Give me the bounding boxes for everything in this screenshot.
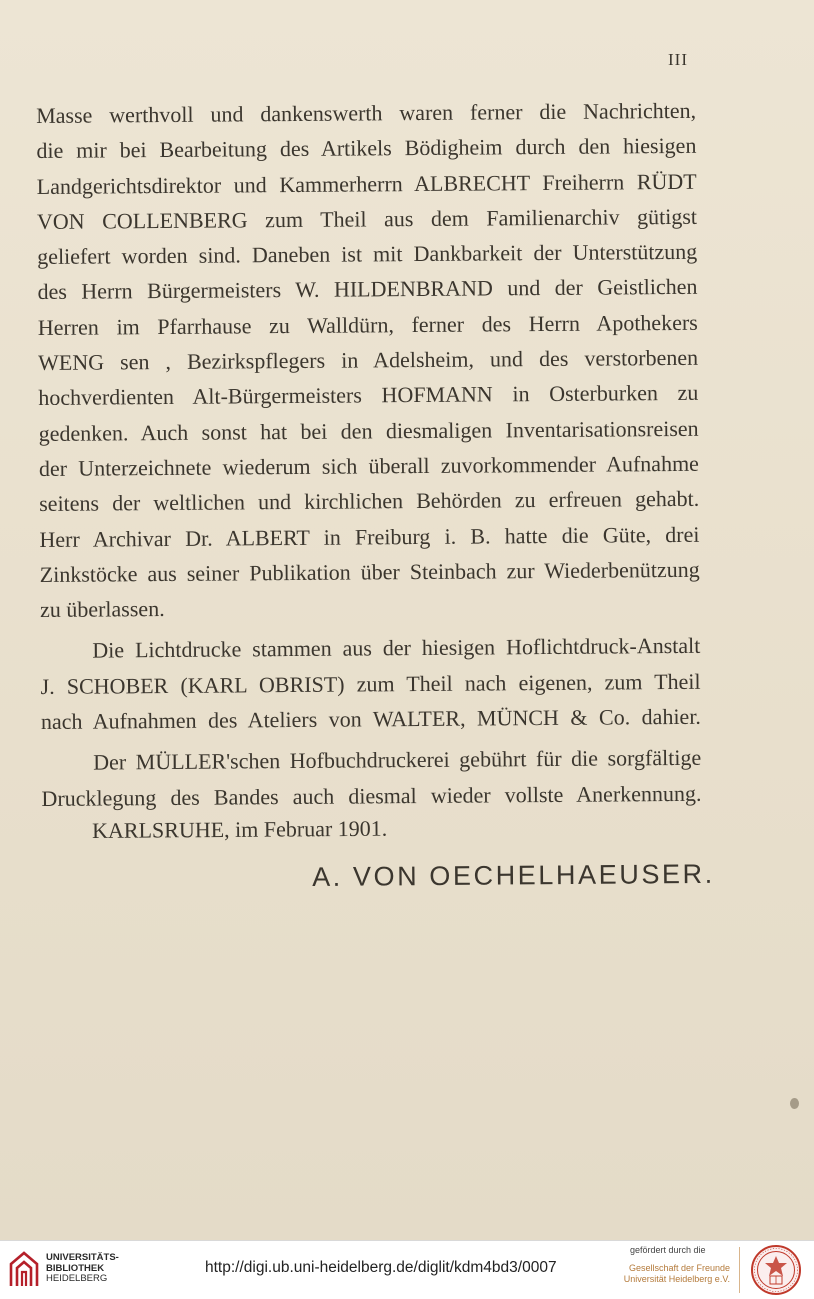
- footer-bar: [0, 1240, 814, 1299]
- text-line: Zinkstöcke aus seiner Publikation über Steinbach zur Wiederbenützung: [39, 556, 700, 587]
- author-signature: A. VON OECHELHAEUSER.: [312, 858, 715, 892]
- text-line: seitens der weltlichen und kirchlichen Behörden zu erfreuen gehabt.: [39, 486, 700, 517]
- text-line: VON COLLENBERG zum Theil aus dem Familienarchiv gütigst: [36, 203, 698, 234]
- text-line: J. SCHOBER (KARL OBRIST) zum Theil nach eigenen, zum Theil: [40, 668, 701, 699]
- text-line: der Unterzeichnete wiederum sich überall zuvorkommender Aufnahme: [38, 450, 699, 481]
- university-seal-icon[interactable]: [750, 1244, 802, 1296]
- permalink-url[interactable]: http://digi.ub.uni-heidelberg.de/diglit/kdm4bd3/0007: [205, 1259, 557, 1276]
- text-line: Drucklegung des Bandes auch diesmal wieder vollste Anerkennung.: [41, 780, 702, 811]
- library-name-line: HEIDELBERG: [46, 1273, 108, 1284]
- text-line: Landgerichtsdirektor und Kammerherrn ALBRECHT Freiherrn RÜDT: [36, 168, 697, 199]
- page-number: III: [668, 50, 688, 69]
- text-line: des Herrn Bürgermeisters W. HILDENBRAND und der Geistlichen: [37, 274, 698, 305]
- place-date: KARLSRUHE, im Februar 1901.: [92, 815, 388, 843]
- library-name-line: UNIVERSITÄTS-: [46, 1252, 119, 1263]
- text-line: Der MÜLLER'schen Hofbuchdruckerei gebührt für die sorgfältige: [93, 745, 702, 775]
- paper-spot: [790, 1098, 799, 1109]
- text-line: die mir bei Bearbeitung des Artikels Bödigheim durch den hiesigen: [36, 133, 697, 164]
- text-line: hochverdienten Alt-Bürgermeisters HOFMANN in Osterburken zu: [38, 380, 699, 411]
- library-name-line: BIBLIOTHEK: [46, 1262, 105, 1274]
- sponsor-name-line: Universität Heidelberg e.V.: [623, 1274, 730, 1284]
- text-line: gedenken. Auch sonst hat bei den diesmaligen Inventarisationsreisen: [38, 415, 699, 446]
- library-logo-icon[interactable]: [8, 1250, 40, 1290]
- text-line: Die Lichtdrucke stammen aus der hiesigen Hoflichtdruck-Anstalt: [92, 633, 701, 664]
- sponsor-label: gefördert durch die: [630, 1245, 706, 1255]
- preface-text: [36, 93, 702, 816]
- sponsor-divider: [739, 1247, 740, 1293]
- text-line: Herr Archivar Dr. ALBERT in Freiburg i. B. hatte die Güte, drei: [39, 521, 700, 552]
- library-name[interactable]: [46, 1253, 119, 1285]
- text-line: Masse werthvoll und dankenswerth waren ferner die Nachrichten,: [36, 97, 697, 128]
- text-line: zu überlassen.: [39, 596, 165, 623]
- text-line: WENG sen , Bezirkspflegers in Adelsheim, und des verstorbenen: [37, 344, 699, 376]
- sponsor-name-line: Gesellschaft der Freunde: [628, 1263, 730, 1273]
- text-line: geliefert worden sind. Daneben ist mit Dankbarkeit der Unterstützung: [37, 238, 698, 270]
- sponsor-name[interactable]: [624, 1263, 730, 1285]
- text-line: Herren im Pfarrhause zu Walldürn, ferner des Herrn Apothekers: [37, 309, 698, 340]
- text-line: nach Aufnahmen des Ateliers von WALTER, MÜNCH & Co. dahier.: [40, 703, 701, 735]
